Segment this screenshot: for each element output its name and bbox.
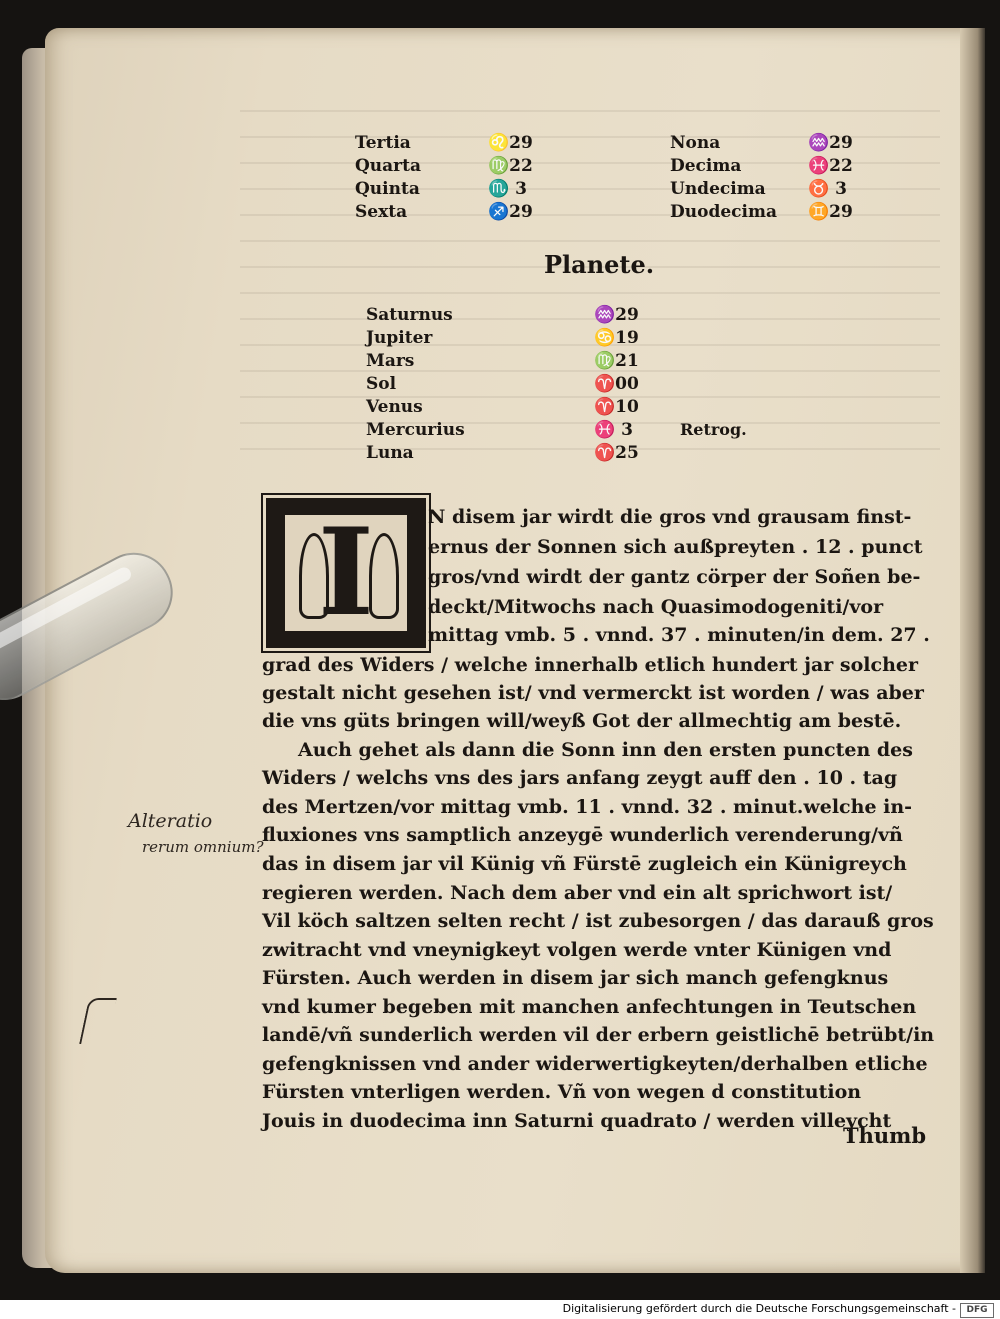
house-name: Quarta bbox=[355, 156, 422, 176]
text-line: Jouis in duodecima inn Saturni quadrato / werden villeycht bbox=[262, 1110, 892, 1132]
text-line: regieren werden. Nach dem aber vnd ein alt sprichwort ist/ bbox=[262, 882, 893, 904]
planet-name: Jupiter bbox=[366, 328, 433, 348]
initial-letter: I bbox=[317, 502, 375, 643]
retrograde-note: Retrog. bbox=[680, 420, 747, 439]
text-line: gefengknissen vnd ander widerwertigkeyten/derhalben etliche bbox=[262, 1053, 928, 1075]
margin-note-line: rerum omnium? bbox=[142, 838, 264, 856]
text-line: deckt/Mitwochs nach Quasimodogeniti/vor bbox=[428, 596, 884, 618]
planet-name: Mars bbox=[366, 351, 415, 371]
house-sign: ♊29 bbox=[808, 202, 853, 222]
house-sign: ♏ 3 bbox=[488, 179, 527, 199]
initial-panel bbox=[285, 502, 407, 643]
text-line: landē/vñ sunderlich werden vil der erbern geistlichē betrübt/in bbox=[262, 1024, 935, 1046]
text-line: Vil köch saltzen selten recht / ist zubesorgen / das darauß gros bbox=[262, 910, 934, 932]
house-name: Nona bbox=[670, 133, 721, 153]
house-name: Tertia bbox=[355, 133, 411, 153]
text-line: Fürsten. Auch werden in disem jar sich manch gefengknus bbox=[262, 967, 889, 989]
footer-credit: Digitalisierung gefördert durch die Deutsche Forschungsgemeinschaft - bbox=[562, 1302, 956, 1315]
text-line: das in disem jar vil Künig vñ Fürstē zugleich ein Künigreych bbox=[262, 853, 907, 875]
planet-sign: ♍21 bbox=[594, 351, 639, 371]
decorated-initial bbox=[266, 498, 426, 648]
planet-name: Luna bbox=[366, 443, 414, 463]
planets-heading: Planete. bbox=[544, 250, 655, 279]
planet-name: Saturnus bbox=[366, 305, 453, 325]
house-sign: ♒29 bbox=[808, 133, 853, 153]
text-line: vnd kumer begeben mit manchen anfechtungen in Teutschen bbox=[262, 996, 917, 1018]
text-line: Widers / welchs vns des jars anfang zeygt auff den . 10 . tag bbox=[262, 767, 898, 789]
text-line: Auch gehet als dann die Sonn inn den ersten puncten des bbox=[298, 739, 913, 761]
planet-name: Mercurius bbox=[366, 420, 465, 440]
text-line: gros/vnd wirdt der gantz cörper der Soñen be- bbox=[428, 566, 921, 588]
catchword: Thumb bbox=[843, 1123, 927, 1148]
text-line: gestalt nicht gesehen ist/ vnd vermerckt ist worden / was aber bbox=[262, 682, 924, 704]
house-name: Duodecima bbox=[670, 202, 777, 222]
text-line: mittag vmb. 5 . vnnd. 37 . minuten/in dem. 27 . bbox=[428, 624, 930, 646]
house-sign: ♉ 3 bbox=[808, 179, 847, 199]
house-name: Quinta bbox=[355, 179, 420, 199]
text-line: ernus der Sonnen sich außpreyten . 12 . punct bbox=[428, 536, 923, 558]
house-sign: ♐29 bbox=[488, 202, 533, 222]
text-line: Fürsten vnterligen werden. Vñ von wegen d constitution bbox=[262, 1081, 862, 1103]
planet-sign: ♓ 3 bbox=[594, 420, 633, 440]
dfg-logo: DFG bbox=[960, 1303, 994, 1318]
house-sign: ♌29 bbox=[488, 133, 533, 153]
margin-note-line: Alteratio bbox=[128, 810, 213, 832]
text-line: grad des Widers / welche innerhalb etlich hundert jar solcher bbox=[262, 654, 918, 676]
house-name: Sexta bbox=[355, 202, 408, 222]
house-sign: ♍22 bbox=[488, 156, 533, 176]
planet-name: Sol bbox=[366, 374, 397, 394]
planet-sign: ♈10 bbox=[594, 397, 639, 417]
page-gutter bbox=[960, 28, 985, 1273]
planet-sign: ♈00 bbox=[594, 374, 639, 394]
text-line: N disem jar wirdt die gros vnd grausam finst- bbox=[428, 506, 912, 528]
planet-sign: ♈25 bbox=[594, 443, 639, 463]
text-line: fluxiones vns samptlich anzeygē wunderlich verenderung/vñ bbox=[262, 824, 903, 846]
text-line: die vns güts bringen will/weyß Got der allmechtig am bestē. bbox=[262, 710, 902, 732]
house-sign: ♓22 bbox=[808, 156, 853, 176]
text-line: zwitracht vnd vneynigkeyt volgen werde vnter Künigen vnd bbox=[262, 939, 892, 961]
text-line: des Mertzen/vor mittag vmb. 11 . vnnd. 32 . minut.welche in- bbox=[262, 796, 913, 818]
planet-name: Venus bbox=[366, 397, 423, 417]
house-name: Undecima bbox=[670, 179, 766, 199]
planet-sign: ♋19 bbox=[594, 328, 639, 348]
planet-sign: ♒29 bbox=[594, 305, 639, 325]
house-name: Decima bbox=[670, 156, 742, 176]
